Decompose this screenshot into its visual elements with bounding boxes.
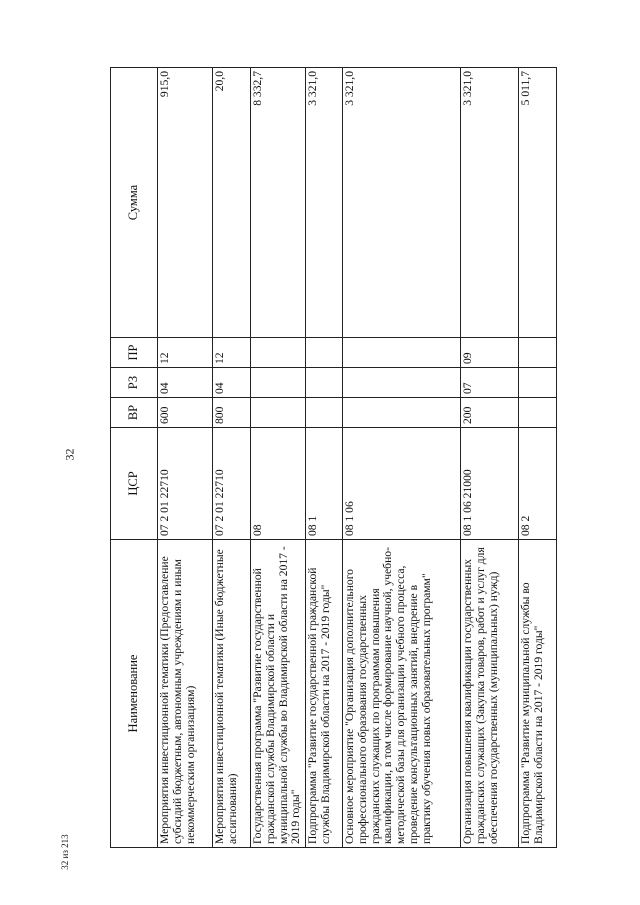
cell-vr <box>306 398 343 428</box>
cell-pr <box>519 338 557 368</box>
page-number: 32 <box>62 448 77 461</box>
cell-name: Мероприятия инвестиционной тематики (Иные бюджетные ассигнования) <box>213 540 251 848</box>
cell-name: Основное мероприятие "Организация дополнительного профессионального образования государственных гражданских служащих по программам повышения квалификации, в том числе формирование научной, учебно-методической базы для организации учебного процесса, проведение консультационных занятий, внедрение в практику обучения новых образовательных программ" <box>343 540 461 848</box>
cell-pr <box>306 338 343 368</box>
cell-sum: 3 321,0 <box>343 68 461 338</box>
cell-sum: 5 011,7 <box>519 68 557 338</box>
table-row <box>461 68 519 848</box>
cell-vr: 600 <box>158 398 213 428</box>
cell-csr: 08 <box>251 428 306 540</box>
cell-pr <box>251 338 306 368</box>
cell-name: Государственная программа "Развитие государственной гражданской службы Владимирской области и муниципальной службы во Владимирской области на 2017 - 2019 годы" <box>251 540 306 848</box>
cell-rz: 04 <box>213 368 251 398</box>
cell-name: Мероприятия инвестиционной тематики (Предоставление субсидий бюджетным, автономным учреждениям и иным некоммерческим организациям) <box>158 540 213 848</box>
cell-csr: 07 2 01 22710 <box>158 428 213 540</box>
cell-sum: 8 332,7 <box>251 68 306 338</box>
rotated-table-container <box>110 68 600 848</box>
table-header-row <box>111 68 158 848</box>
cell-rz <box>519 368 557 398</box>
cell-rz <box>306 368 343 398</box>
cell-pr: 09 <box>461 338 519 368</box>
cell-sum: 3 321,0 <box>306 68 343 338</box>
header-name: Наименование <box>111 540 158 848</box>
table-row <box>519 68 557 848</box>
cell-name: Подпрограмма "Развитие муниципальной службы во Владимирской области на 2017 - 2019 годы" <box>519 540 557 848</box>
budget-table <box>110 67 557 848</box>
cell-pr: 12 <box>213 338 251 368</box>
cell-csr: 08 1 <box>306 428 343 540</box>
cell-name: Подпрограмма "Развитие государственной гражданской службы Владимирской области на 2017 - 2019 годы" <box>306 540 343 848</box>
cell-sum: 3 321,0 <box>461 68 519 338</box>
cell-csr: 08 2 <box>519 428 557 540</box>
cell-rz: 07 <box>461 368 519 398</box>
cell-rz <box>343 368 461 398</box>
cell-sum: 20,0 <box>213 68 251 338</box>
cell-vr <box>519 398 557 428</box>
cell-csr: 08 1 06 <box>343 428 461 540</box>
header-csr: ЦСР <box>111 428 158 540</box>
cell-vr <box>343 398 461 428</box>
cell-rz <box>251 368 306 398</box>
header-pr: ПР <box>111 338 158 368</box>
table-row <box>306 68 343 848</box>
cell-csr: 08 1 06 21000 <box>461 428 519 540</box>
header-rz: РЗ <box>111 368 158 398</box>
page-footer: 32 из 213 <box>60 834 70 870</box>
table-row <box>343 68 461 848</box>
header-vr: ВР <box>111 398 158 428</box>
table-row <box>158 68 213 848</box>
table-row <box>251 68 306 848</box>
cell-sum: 915,0 <box>158 68 213 338</box>
cell-vr <box>251 398 306 428</box>
cell-csr: 07 2 01 22710 <box>213 428 251 540</box>
table-row <box>213 68 251 848</box>
cell-rz: 04 <box>158 368 213 398</box>
cell-pr <box>343 338 461 368</box>
cell-vr: 200 <box>461 398 519 428</box>
cell-pr: 12 <box>158 338 213 368</box>
cell-vr: 800 <box>213 398 251 428</box>
header-sum: Сумма <box>111 68 158 338</box>
cell-name: Организация повышения квалификации государственных гражданских служащих (Закупка товаров, работ и услуг для обеспечения государственных (муниципальных) нужд) <box>461 540 519 848</box>
